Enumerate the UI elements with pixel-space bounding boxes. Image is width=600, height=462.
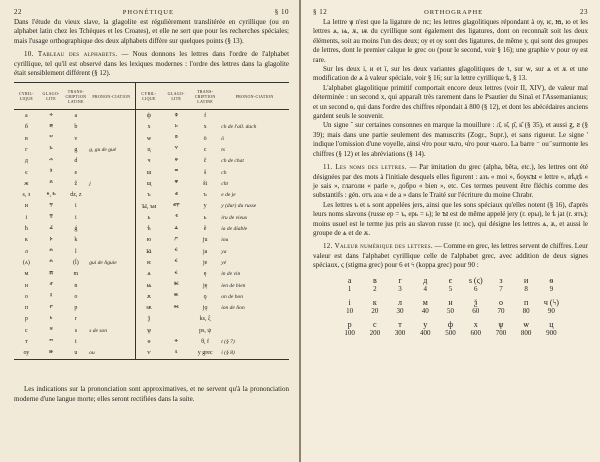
table-cell: ь — [203, 214, 207, 221]
numeral-glyph: в — [372, 275, 377, 285]
table-cell: ⰼ — [49, 225, 53, 232]
table-cell: ⱍ — [174, 157, 178, 164]
table-cell: a — [74, 113, 78, 120]
numeral-glyph: ѳ — [549, 275, 554, 285]
table-cell: x — [203, 124, 207, 131]
table-cell: д — [24, 158, 28, 165]
table-cell — [88, 156, 135, 167]
running-title: ORTHOGRAPHE — [424, 8, 484, 16]
table-cell: ꙑ, ъи — [135, 201, 163, 212]
bottom-paragraph: Les indications sur la prononciation sont approximatives, et ne servent qu'à la prononciation moderne d'une langue morte; elles seront rectifiées dans la suite. — [14, 385, 289, 403]
table-cell: ц — [135, 144, 163, 155]
numeral-glyph: к — [372, 297, 377, 307]
table-cell: ю — [135, 235, 163, 246]
numeral-value: 30 — [396, 306, 404, 315]
numeral-value: 80 — [522, 306, 530, 315]
numeral-value: 90 — [547, 306, 555, 315]
running-title: PHONÉTIQUE — [122, 8, 174, 16]
table-cell: ⱃ — [49, 315, 53, 322]
table-cell: t — [75, 339, 77, 346]
numeral-value: 5 — [448, 284, 453, 293]
table-cell: ja — [202, 248, 208, 255]
page-number: 22 — [14, 8, 22, 16]
table-cell: ⰺ — [49, 214, 53, 221]
numeral-glyph: у — [423, 319, 428, 329]
table-cell: ⰾ — [49, 248, 53, 255]
table-cell: y grec — [190, 348, 220, 360]
table-cell: s de son — [89, 327, 107, 334]
section-text: — Comme en grec, les lettres servent de chiffres. Leur valeur est dans l'alphabet cyrillique celle de l'alphabet grec, avec addition de deux signes spéciaux, ϛ (stigma grec) pour 6 et ϟ (koppa grec) pour 90 : — [313, 242, 589, 270]
table-cell: ꙗ — [135, 246, 163, 257]
table-cell: ж — [24, 180, 29, 187]
numeral-glyph: п — [524, 297, 529, 307]
table-cell: ⱏⰹ — [172, 202, 180, 209]
table-row — [14, 348, 289, 360]
table-cell: ch de chat — [221, 158, 244, 165]
table-cell: ъ — [135, 190, 163, 201]
table-cell: u — [64, 348, 89, 360]
paragraph: Un signe ˘ sur certaines consonnes en marque la mouillure : л̆, н̆, р̆, к̆ (§ 35), et aussi ꙃ, ꙅ (§ 39); mais dans une partie seulement des manuscrits (Zogr., Supr.), et sans rigueur. Le signe ' indique l'omission d'une voyelle, ainsi ч҆то pour чьто, ч҆го pour чього. La barre ⁻ ou ҃ surmonte les chiffres (§ 12) et les abréviations (§ 14). — [313, 121, 588, 158]
table-cell: ь — [135, 212, 163, 223]
table-cell: п — [24, 305, 28, 312]
table-cell: o — [74, 293, 78, 300]
table-cell: ⰷ, ⰸ — [46, 191, 56, 198]
table-cell: ⱑ — [174, 225, 178, 232]
table-cell — [163, 325, 191, 336]
table-cell: ѩ — [135, 280, 163, 291]
table-cell: ⱂ — [49, 304, 53, 311]
table-cell: s — [74, 327, 78, 334]
table-cell — [88, 110, 135, 122]
table-cell: ѥ — [135, 257, 163, 268]
alphabet-table — [14, 82, 289, 360]
numeral-glyph: л — [398, 297, 403, 307]
table-cell: jǫ — [202, 305, 208, 312]
table-cell: ⰴ — [49, 157, 54, 164]
paragraph: Les lettres ъ et ь sont appelées jers, ainsi que les sons spéciaux qu'elles notent (§ 16), d'après leurs noms slavons (russe ер = ъ, ерь = ь); le ꙑ est de même appelé jery (r. еры), le ѣ jat (r. ять); moins usuel est le terme jus pris au slavon russe (г. юс), qui désigne les lettres ѧ, ѫ, et aussi le groupe de ѧ et de ѫ. — [313, 200, 588, 237]
numeral-glyph: ч (ϟ) — [543, 297, 559, 307]
table-cell — [163, 314, 191, 325]
table-row — [14, 246, 289, 257]
table-cell: ѭ — [135, 302, 163, 313]
numeral-glyph: з — [499, 275, 503, 285]
table-cell: т — [25, 339, 28, 346]
table-cell: θ, f — [201, 339, 210, 346]
table-cell: а — [25, 113, 28, 120]
table-cell: г — [25, 146, 28, 153]
left-page — [0, 0, 299, 462]
table-cell: ę — [203, 271, 207, 278]
table-cell: н — [24, 282, 28, 289]
table-row — [14, 133, 289, 144]
table-header-cell: CYRIL-LIQUE — [135, 83, 163, 110]
table-row — [14, 302, 289, 313]
table-cell: ⱀ — [49, 282, 53, 289]
paragraph: La lettre ѱ n'est que la ligature de пс; les lettres glagolitiques répondant à оу, ѥ, ꙗ, ю et les lettres ѧ, ѩ, ѫ, ѭ du cyrillique sont également des ligatures, dont on reconnaît soit les deux éléments, soit au moins l'un des deux; оу et оу sont des ligatures, de même у, qui sont des groupes de lettres, dont le premier calque le grec оυ (pour le second, voir § 16); une graphie ѵ pour оу est rare. — [313, 18, 588, 64]
table-cell: ou — [88, 348, 135, 360]
numeral-glyph: т — [398, 319, 402, 329]
table-cell: ya — [221, 248, 227, 255]
paragraph: L'alphabet glagolitique primitif comportait encore deux lettres (voir II, XIV), de valeur mal déterminée : un second х, qui apparaît très rarement dans le Psautier du Sinaï et l'Assemanianus; et un second ѳ, qui dans l'ordre des chiffres répondait à 800 (§ 12), et dont les abécédaires anciens gardent seuls le souvenir. — [313, 83, 588, 121]
numeral-glyph: о — [498, 297, 503, 307]
table-cell: ⰽ — [49, 236, 53, 243]
table-cell — [88, 235, 135, 246]
numeral-glyph: ѕ (ϛ) — [468, 275, 483, 285]
table-cell: ⱛ — [163, 348, 191, 360]
table-cell: ⰰ — [49, 112, 53, 119]
table-cell — [88, 167, 135, 178]
numeral-value: 4 — [423, 284, 428, 293]
table-cell — [88, 246, 135, 257]
table-cell: ien de bien — [221, 282, 246, 289]
table-header-cell: PRONON-CIATION — [88, 83, 135, 110]
table-cell: о — [24, 293, 28, 300]
table-row — [14, 280, 289, 291]
table-cell: ф — [135, 110, 163, 122]
table-row — [14, 178, 289, 189]
table-cell: ⱁ — [50, 293, 53, 300]
table-row — [14, 269, 289, 280]
table-row — [14, 336, 289, 347]
table-cell: ⱌ — [174, 146, 178, 153]
table-row — [14, 190, 289, 201]
table-cell: и — [24, 203, 28, 210]
table-cell: ⱔ — [174, 248, 178, 255]
table-cell: g, gu de gué — [89, 146, 117, 153]
numeral-value: 600 — [470, 328, 481, 337]
section-heading: 12. Valeur numérique des lettres. — [323, 242, 433, 251]
numeral-value: 7 — [499, 284, 503, 293]
table-cell: y — [203, 203, 207, 210]
section-ref: § 10 — [274, 8, 289, 16]
table-cell: ъ — [203, 192, 207, 199]
table-header-cell: GLAGO-LITE — [39, 83, 64, 110]
table-cell: cht — [221, 180, 228, 187]
table-header-row — [14, 83, 289, 110]
numeral-value: 800 — [520, 328, 532, 337]
table-cell: ѡ — [135, 133, 163, 144]
right-running-head — [313, 6, 588, 18]
table-cell: в — [24, 135, 28, 142]
table-cell: ǵ — [74, 226, 78, 233]
table-cell: б — [24, 124, 28, 131]
section-text: — Par imitation du grec (alpha, bêta, etc.), les lettres ont été désignées par des mots à l'initiale desquels elles figurent : азъ « moi », боукꙑ « lettre », вѣдѣ « je sais », глаголи « parle », добро « bien », etc. Ces termes peuvent être fléchis comme des substantifs : gén. отъ аза « de а » dans le Traité sur l'écriture du moine Chrabr. — [313, 163, 588, 200]
table-cell: d — [74, 158, 78, 165]
numeral-value: 20 — [371, 306, 379, 315]
table-cell: iru de vieux — [221, 214, 248, 221]
table-cell: ⰲ — [49, 135, 54, 142]
table-row — [14, 291, 289, 302]
table-cell: ⱇ — [174, 112, 178, 119]
table-cell: l — [75, 248, 77, 255]
table-cell: j — [89, 180, 91, 187]
alphabet-table-wrapper — [14, 78, 289, 382]
section-ref: § 12 — [313, 8, 328, 16]
table-cell: ě — [203, 226, 207, 233]
table-cell: (ĺ) — [73, 259, 79, 266]
table-cell: с — [25, 327, 28, 334]
numeral-value: 3 — [398, 284, 402, 293]
table-cell: f — [204, 113, 207, 120]
table-cell: ѫ — [135, 291, 163, 302]
table-cell: ps, ψ — [199, 327, 212, 334]
table-cell: л — [24, 248, 28, 255]
table-cell: ѧ — [135, 269, 163, 280]
table-row — [14, 144, 289, 155]
numeral-glyph: ѡ — [523, 319, 529, 329]
numeral-glyph: ѯ — [474, 297, 478, 307]
numeral-glyph: є — [448, 275, 453, 285]
table-cell: ⰹ — [49, 202, 53, 209]
table-cell: щ — [135, 178, 163, 189]
table-cell: ш — [135, 167, 163, 178]
table-cell — [88, 201, 135, 212]
table-cell: yé — [221, 259, 227, 266]
table-cell: ję — [202, 282, 208, 289]
table-cell: m — [73, 271, 79, 278]
table-cell: ts — [221, 146, 225, 153]
table-cell: je — [202, 259, 208, 266]
table-cell: і — [25, 214, 28, 221]
table-cell: ⱎ — [174, 169, 178, 176]
numeral-value: 50 — [446, 306, 454, 315]
table-row — [14, 110, 289, 122]
numeral-group — [337, 299, 564, 315]
table-cell: ion de lion — [221, 305, 245, 312]
table-cell: ⱏ — [174, 191, 178, 198]
table-cell: i — [75, 214, 77, 221]
table-cell: х — [135, 122, 163, 133]
table-cell: ⱅ — [49, 338, 54, 345]
numeral-value: 9 — [549, 284, 554, 293]
numeral-value: 40 — [421, 306, 429, 315]
table-cell: ѵ — [135, 348, 163, 360]
numeral-value: 300 — [394, 328, 406, 337]
numeral-value: 900 — [546, 328, 557, 337]
table-cell: ⱐ — [174, 214, 178, 221]
table-cell: ⱉ — [174, 135, 178, 142]
table-cell — [88, 280, 135, 291]
section-heading: 10. Tableau des alphabets. — [24, 50, 118, 59]
table-cell: р — [24, 316, 28, 323]
numeral-glyph: ѱ — [498, 319, 504, 329]
table-cell: b — [74, 124, 78, 131]
table-row — [14, 325, 289, 336]
numeral-value: 8 — [524, 284, 528, 293]
table-cell: ⱈ — [174, 123, 178, 130]
paragraph: Sur les deux і, и et ї, sur les deux variantes glagolitiques de ꙇ, sur ѡ, sur ѧ et ѫ et une modification de ѧ à valeur spéciale, voir § 16; sur la lettre cyrillique ѣ, § 13. — [313, 65, 588, 83]
table-cell: ⱓ — [174, 236, 178, 243]
table-row — [14, 122, 289, 133]
table-cell: k — [74, 237, 78, 244]
table-cell: ⱄ — [49, 327, 53, 334]
table-cell: ⰱ — [49, 123, 53, 130]
table-cell: g — [74, 146, 78, 153]
table-row — [14, 201, 289, 212]
table-cell: ō — [221, 135, 224, 142]
numeral-glyph: р — [347, 319, 352, 329]
table-cell: м — [24, 271, 29, 278]
table-cell: ч — [135, 156, 163, 167]
table-cell: ⱘ — [174, 293, 179, 300]
table-cell: š — [203, 169, 207, 176]
table-cell: e — [74, 169, 78, 176]
table-cell: v — [74, 135, 78, 142]
table-cell — [88, 269, 135, 280]
table-row — [14, 167, 289, 178]
table-cell: к — [24, 237, 28, 244]
table-cell — [88, 336, 135, 347]
table-cell — [88, 190, 135, 201]
table-cell — [88, 122, 135, 133]
numeral-glyph: д — [423, 275, 428, 285]
table-cell: ks, ξ — [199, 316, 211, 323]
table-cell — [220, 110, 289, 122]
table-cell: i — [75, 203, 77, 210]
numeral-glyph: ц — [549, 319, 554, 329]
table-row — [14, 156, 289, 167]
section-12 — [313, 242, 588, 270]
table-cell: ѕ, з — [22, 192, 31, 199]
table-cell: iou — [221, 237, 229, 244]
table-cell: оу — [14, 348, 39, 360]
table-cell: ⱗ — [173, 282, 179, 289]
numeral-group — [337, 277, 564, 293]
table-body — [14, 110, 289, 360]
table-cell: in de vin — [221, 271, 241, 278]
table-header-cell: GLAGO-LITE — [163, 83, 191, 110]
table-header-cell: TRANS-CRIPTION LATINE — [190, 83, 220, 110]
table-cell: (ʌ) — [22, 259, 30, 266]
numeral-value: 1 — [347, 284, 352, 293]
table-cell: ѱ — [135, 325, 163, 336]
table-row — [14, 257, 289, 268]
table-cell — [88, 291, 135, 302]
table-cell — [88, 302, 135, 313]
numeral-value: 700 — [495, 328, 507, 337]
numeral-value: 70 — [497, 306, 505, 315]
section-10 — [14, 50, 289, 78]
table-cell — [88, 314, 135, 325]
table-cell: ⱆ — [39, 348, 64, 360]
table-cell: ⰿ — [48, 270, 54, 277]
table-cell: n — [74, 282, 78, 289]
table-cell — [88, 133, 135, 144]
left-running-head — [14, 6, 289, 18]
table-row — [14, 212, 289, 223]
table-cell: ⱔ — [174, 270, 178, 277]
page-number: 23 — [579, 8, 588, 16]
table-cell: є — [25, 169, 28, 176]
table-cell: ō — [203, 135, 207, 142]
table-cell: ⰾ — [49, 259, 53, 266]
table-cell: ⱋ — [174, 180, 178, 187]
right-page — [301, 0, 600, 462]
table-cell — [88, 223, 135, 234]
intro-paragraph: Dans l'étude du vieux slave, la glagolite est régulièrement translitérée en cyrillique (ou en alphabet latin chez les Tchèques et les Croates), et elle ne sert que pour les recherches spéciales; mais l'usage orthographique des deux alphabets diffère sur quelques points (§ 13). — [14, 18, 289, 45]
table-cell: č — [203, 158, 207, 165]
numeral-glyph: с — [373, 319, 377, 329]
table-cell: ǫ — [203, 293, 207, 300]
table-cell — [88, 212, 135, 223]
section-heading: 11. Les noms des lettres. — [323, 163, 407, 172]
table-row — [14, 223, 289, 234]
table-cell: dz, z — [70, 192, 82, 199]
numeral-value: 10 — [346, 306, 354, 315]
table-cell: ѳ — [135, 336, 163, 347]
numeral-table — [313, 277, 588, 337]
table-cell: ⱔ — [174, 259, 178, 266]
table-cell: ⱚ — [174, 338, 178, 345]
numeral-glyph: ф — [447, 319, 454, 329]
table-cell: ia de diable — [221, 226, 248, 233]
numeral-value: 200 — [369, 328, 381, 337]
table-cell: ž — [74, 180, 78, 187]
numeral-value: 100 — [344, 328, 355, 337]
table-cell: t (§ 7) — [221, 339, 235, 346]
numeral-glyph: г — [398, 275, 402, 285]
numeral-value: 500 — [445, 328, 456, 337]
table-cell: ⰵ — [49, 169, 53, 176]
numeral-glyph: і — [348, 297, 351, 307]
numeral-value: 400 — [420, 328, 431, 337]
numeral-value: 2 — [373, 284, 377, 293]
numeral-value: 60 — [472, 306, 480, 315]
numeral-glyph: м — [422, 297, 428, 307]
numeral-glyph: и — [524, 275, 529, 285]
table-cell: i (§ 8) — [220, 348, 289, 360]
table-cell: ѣ — [135, 223, 163, 234]
section-text: — Nous donnons les lettres dans l'ordre de l'alphabet cyrillique, tel qu'il est observé dans les lexiques modernes : l'ordre des lettres dans la glagolite était sensiblement différent (§ 12). — [14, 50, 290, 78]
table-row — [14, 314, 289, 325]
table-cell: e de je — [221, 192, 236, 199]
table-cell: št — [203, 180, 208, 187]
table-cell: y (dur) du russe — [221, 203, 257, 210]
table-cell: c — [203, 146, 207, 153]
table-row — [14, 235, 289, 246]
table-cell: p — [74, 305, 78, 312]
numeral-glyph: а — [347, 275, 352, 285]
table-cell: on de bon — [221, 293, 243, 300]
table-cell — [220, 314, 289, 325]
numeral-group — [337, 321, 564, 337]
table-cell: ⰶ — [49, 180, 53, 187]
table-header-cell: PRONON-CIATION — [220, 83, 289, 110]
table-cell: ћ — [24, 226, 28, 233]
table-cell: ѯ — [135, 314, 163, 325]
table-header-cell: TRANS-CRIPTION LATINE — [64, 83, 89, 110]
table-cell: ⱙ — [173, 304, 180, 311]
numeral-glyph: х — [473, 319, 478, 329]
table-cell: ⰳ — [49, 146, 53, 153]
table-cell: ch de l'all. dach — [221, 124, 257, 131]
table-cell: r — [74, 316, 77, 323]
numeral-glyph: н — [448, 297, 453, 307]
table-cell — [220, 325, 289, 336]
table-cell: ch — [221, 169, 227, 176]
table-header-cell: CYRIL-LIQUE — [14, 83, 39, 110]
table-cell: gui de liguie — [89, 259, 117, 266]
numeral-value: 6 — [473, 284, 478, 293]
table-cell: ju — [202, 237, 208, 244]
section-11 — [313, 163, 588, 201]
